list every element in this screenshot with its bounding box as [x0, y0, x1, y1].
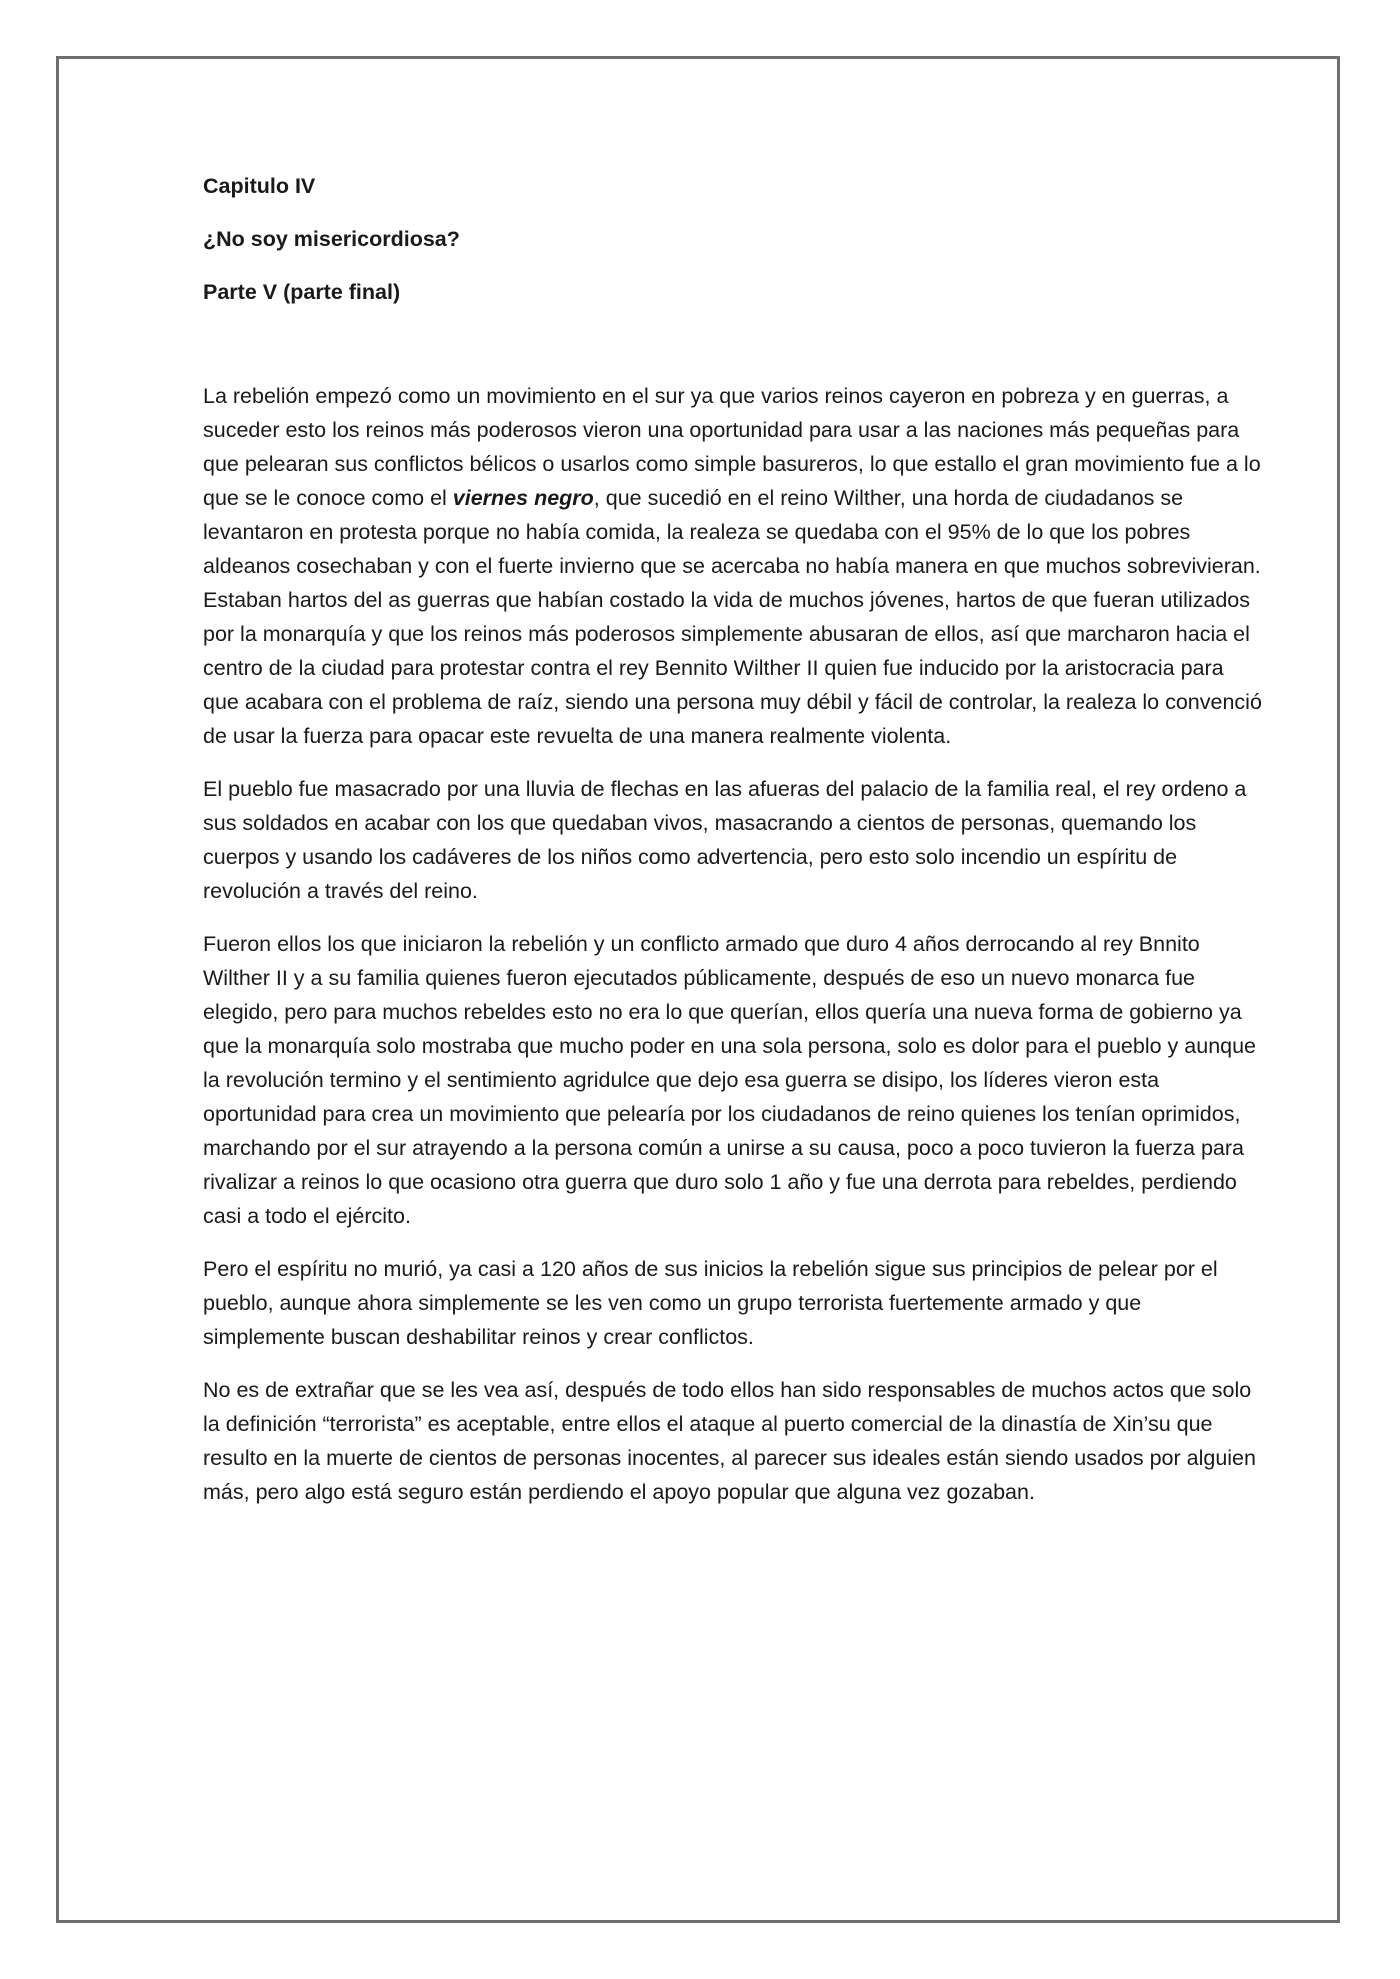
paragraph-1-text-start: La rebelión empezó como un movimiento en el sur ya que varios reinos cayeron en pobreza y en guerras, a suceder esto los reinos más poderosos vieron una oportunidad para usar a las naciones más pequeñas para que pelearan sus conflictos bélicos o usarlos como simple basureros, lo que estallo el gran movimiento fue a lo que se le conoce como el — [203, 384, 1261, 510]
paragraph-1 — [203, 379, 1263, 753]
part-heading: Parte V (parte final) — [203, 280, 401, 304]
paragraph-4: Pero el espíritu no murió, ya casi a 120 años de sus inicios la rebelión sigue sus principios de pelear por el pueblo, aunque ahora simplemente se les ven como un grupo terrorista fuertemente armado y que simplemente buscan deshabilitar reinos y crear conflictos. — [203, 1257, 1218, 1349]
chapter-heading: Capitulo IV — [203, 174, 316, 198]
document-page — [56, 56, 1340, 1923]
emphasis-viernes-negro: viernes negro — [452, 486, 594, 510]
paragraph-1-text-end: , que sucedió en el reino Wilther, una horda de ciudadanos se levantaron en protesta porque no había comida, la realeza se quedaba con el 95% de lo que los pobres aldeanos cosechaban y con el fuerte invierno que se acercaba no había manera en que muchos sobrevivieran. Estaban hartos del as guerras que habían costado la vida de muchos jóvenes, hartos de que fueran utilizados por la monarquía y que los reinos más poderosos simplemente abusaran de ellos, así que marcharon hacia el centro de la ciudad para protestar contra el rey Bennito Wilther II quien fue inducido por la aristocracia para que acabara con el problema de raíz, siendo una persona muy débil y fácil de controlar, la realeza lo convenció de usar la fuerza para opacar este revuelta de una manera realmente violenta. — [203, 486, 1262, 748]
paragraph-5: No es de extrañar que se les vea así, después de todo ellos han sido responsables de muchos actos que solo la definición “terrorista” es aceptable, entre ellos el ataque al puerto comercial de la dinastía de Xin’su que resulto en la muerte de cientos de personas inocentes, al parecer sus ideales están siendo usados por alguien más, pero algo está seguro están perdiendo el apoyo popular que alguna vez gozaban. — [203, 1378, 1256, 1504]
paragraph-2: El pueblo fue masacrado por una lluvia de flechas en las afueras del palacio de la familia real, el rey ordeno a sus soldados en acabar con los que quedaban vivos, masacrando a cientos de personas, quemando los cuerpos y usando los cadáveres de los niños como advertencia, pero esto solo incendio un espíritu de revolución a través del reino. — [203, 777, 1247, 903]
document-body — [203, 169, 1263, 1528]
chapter-subtitle: ¿No soy misericordiosa? — [203, 227, 460, 251]
paragraph-3: Fueron ellos los que iniciaron la rebelión y un conflicto armado que duro 4 años derrocando al rey Bnnito Wilther II y a su familia quienes fueron ejecutados públicamente, después de eso un nuevo monarca fue elegido, pero para muchos rebeldes esto no era lo que querían, ellos quería una nueva forma de gobierno ya que la monarquía solo mostraba que mucho poder en una sola persona, solo es dolor para el pueblo y aunque la revolución termino y el sentimiento agridulce que dejo esa guerra se disipo, los líderes vieron esta oportunidad para crea un movimiento que pelearía por los ciudadanos de reino quienes los tenían oprimidos, marchando por el sur atrayendo a la persona común a unirse a su causa, poco a poco tuvieron la fuerza para rivalizar a reinos lo que ocasiono otra guerra que duro solo 1 año y fue una derrota para rebeldes, perdiendo casi a todo el ejército. — [203, 932, 1257, 1228]
